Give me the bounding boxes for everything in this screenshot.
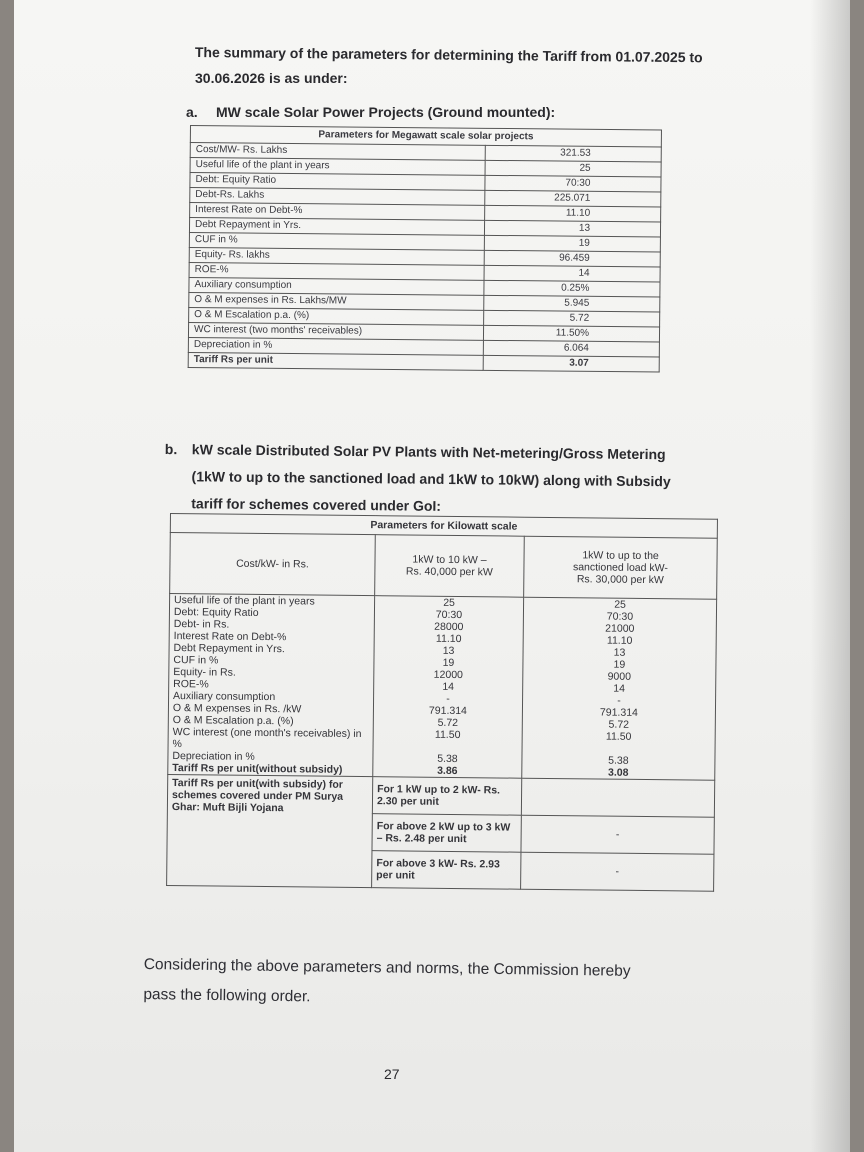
mw-value: 5.945 xyxy=(484,295,660,312)
kw-value: 70:30 xyxy=(435,608,463,622)
kw-value: 11.50 xyxy=(605,730,632,743)
mw-param: CUF in % xyxy=(189,232,484,250)
kw-value: 791.314 xyxy=(428,704,467,718)
kw-value: 11.10 xyxy=(435,632,462,646)
mw-value: 11.10 xyxy=(485,205,661,222)
kw-param: Depreciation in % xyxy=(172,750,255,763)
mw-param: Debt Repayment in Yrs. xyxy=(189,218,484,236)
mw-value: 14 xyxy=(484,265,660,282)
section-a-heading xyxy=(186,104,555,120)
kw-value: 5.72 xyxy=(437,716,459,730)
kw-param: Debt- in Rs. xyxy=(173,618,230,631)
kw-value: 11.50 xyxy=(434,728,461,742)
mw-tariff-param: Tariff Rs per unit xyxy=(188,352,483,370)
kw-col-sanctioned-load xyxy=(524,536,718,599)
mw-param: Depreciation in % xyxy=(188,337,483,355)
mw-param: Useful life of the plant in years xyxy=(190,158,485,176)
kw-tariff-value: 3.86 xyxy=(437,764,458,778)
mw-param: Auxiliary consumption xyxy=(189,277,484,295)
kw-value: 28000 xyxy=(434,620,464,634)
kw-values-col-2 xyxy=(522,597,717,780)
mw-value: 0.25% xyxy=(484,280,660,297)
kw-value: 5.38 xyxy=(608,754,629,767)
kw-param: CUF in % xyxy=(173,654,219,667)
mw-param: Cost/MW- Rs. Lakhs xyxy=(190,143,485,161)
mw-param: O & M expenses in Rs. Lakhs/MW xyxy=(189,292,484,310)
kw-value: 14 xyxy=(613,682,626,695)
kw-table-header: Parameters for Kilowatt scale xyxy=(170,514,717,539)
mw-param: Debt-Rs. Lakhs xyxy=(190,188,485,206)
kw-scale-parameters-table xyxy=(166,513,718,892)
closing-paragraph xyxy=(143,950,631,1017)
kw-col3-line3: Rs. 30,000 per kW xyxy=(576,573,664,587)
kw-col2-line2: Rs. 40,000 per kW xyxy=(405,565,493,579)
mw-value: 11.50% xyxy=(483,325,659,342)
mw-value: 70:30 xyxy=(485,175,661,192)
section-b-heading xyxy=(164,436,671,522)
kw-col-1-10kw xyxy=(375,535,525,598)
kw-param-list xyxy=(168,594,375,777)
kw-col2-line1: 1kW to 10 kW – xyxy=(412,553,487,567)
kw-param: Equity- in Rs. xyxy=(173,666,236,679)
kw-subsidy-slab-3-value: - xyxy=(521,852,714,891)
mw-param: ROE-% xyxy=(189,262,484,280)
kw-param: Debt: Equity Ratio xyxy=(173,606,259,619)
kw-value: 5.72 xyxy=(608,718,630,731)
kw-col3-line2: sanctioned load kW- xyxy=(572,561,668,575)
kw-param: Debt Repayment in Yrs. xyxy=(173,642,285,656)
kw-subsidy-slab-3: For above 3 kW- Rs. 2.93 per unit xyxy=(372,851,521,890)
kw-value: 19 xyxy=(442,656,455,669)
kw-subsidy-slab-2-value: - xyxy=(521,815,714,854)
kw-param: O & M Escalation p.a. (%) xyxy=(172,714,294,728)
kw-value: 5.38 xyxy=(437,752,458,766)
kw-param-tariff: Tariff Rs per unit(without subsidy) xyxy=(172,762,343,776)
section-a-label: a. xyxy=(186,104,198,120)
kw-subsidy-slab-2: For above 2 kW up to 3 kW – Rs. 2.48 per unit xyxy=(372,814,521,853)
kw-subsidy-slab-1: For 1 kW up to 2 kW- Rs. 2.30 per unit xyxy=(372,777,521,816)
closing-line-1: Considering the above parameters and norms, the Commission hereby xyxy=(143,955,631,980)
kw-cost-label: Cost/kW- in Rs. xyxy=(170,533,376,596)
mw-scale-parameters-table xyxy=(188,125,662,373)
mw-param: Interest Rate on Debt-% xyxy=(190,203,485,221)
kw-value: 25 xyxy=(443,596,455,609)
section-b-label: b. xyxy=(164,440,178,458)
mw-value: 13 xyxy=(484,220,660,237)
kw-col3-line1: 1kW to up to the xyxy=(582,549,659,563)
mw-table-header: Parameters for Megawatt scale solar projects xyxy=(190,126,661,148)
intro-line-2: 30.06.2026 is as under: xyxy=(195,70,348,86)
page-shadow xyxy=(810,0,850,1152)
kw-param: ROE-% xyxy=(173,678,209,691)
kw-value: 25 xyxy=(614,598,626,611)
intro-line-1: The summary of the parameters for determining the Tariff from 01.07.2025 to xyxy=(194,44,703,66)
kw-value: 19 xyxy=(613,658,626,671)
kw-param: Useful life of the plant in years xyxy=(174,594,315,608)
kw-param: Interest Rate on Debt-% xyxy=(173,630,287,644)
kw-subsidy-slab-1-value xyxy=(521,778,714,817)
section-b-title-line-1: kW scale Distributed Solar PV Plants with Net-metering/Gross Metering xyxy=(191,441,666,463)
kw-value: - xyxy=(617,694,621,707)
kw-param: O & M expenses in Rs. /kW xyxy=(172,702,302,716)
section-a-title: MW scale Solar Power Projects (Ground mounted): xyxy=(216,104,556,120)
kw-param: WC interest (one month's receivables) in % xyxy=(172,726,362,751)
mw-value: 19 xyxy=(484,235,660,252)
kw-value: 9000 xyxy=(607,670,632,683)
mw-value: 5.72 xyxy=(484,310,660,327)
page-number: 27 xyxy=(384,1066,400,1082)
kw-value: - xyxy=(446,692,450,705)
mw-param: Equity- Rs. lakhs xyxy=(189,247,484,265)
kw-value: 14 xyxy=(442,680,455,693)
kw-subsidy-label: Tariff Rs per unit(with subsidy) for schemes covered under PM Surya Ghar: Muft Bijli Yojana xyxy=(167,774,373,887)
closing-line-2: pass the following order. xyxy=(143,985,311,1006)
mw-param: O & M Escalation p.a. (%) xyxy=(189,307,484,325)
kw-values-col-1 xyxy=(373,596,524,779)
kw-param: Auxiliary consumption xyxy=(173,690,276,704)
mw-param: Debt: Equity Ratio xyxy=(190,173,485,191)
mw-tariff-value: 3.07 xyxy=(483,355,659,372)
kw-value: 21000 xyxy=(605,622,635,635)
mw-value: 225.071 xyxy=(485,190,661,207)
mw-value: 321.53 xyxy=(485,145,661,162)
section-b-title-line-2: (1kW to up to the sanctioned load and 1kW to 10kW) along with Subsidy xyxy=(191,468,671,490)
kw-value: 70:30 xyxy=(606,610,634,623)
kw-tariff-value: 3.08 xyxy=(608,766,629,779)
mw-param: WC interest (two months' receivables) xyxy=(188,322,483,340)
mw-value: 96.459 xyxy=(484,250,660,267)
kw-value: 12000 xyxy=(433,668,463,682)
kw-value: 13 xyxy=(613,646,626,659)
mw-value: 6.064 xyxy=(483,340,659,357)
section-b-title-line-3: tariff for schemes covered under GoI: xyxy=(191,495,442,514)
kw-value: 13 xyxy=(442,644,455,657)
kw-value: 11.10 xyxy=(606,634,633,647)
kw-value: 791.314 xyxy=(599,706,638,719)
mw-value: 25 xyxy=(485,160,661,177)
